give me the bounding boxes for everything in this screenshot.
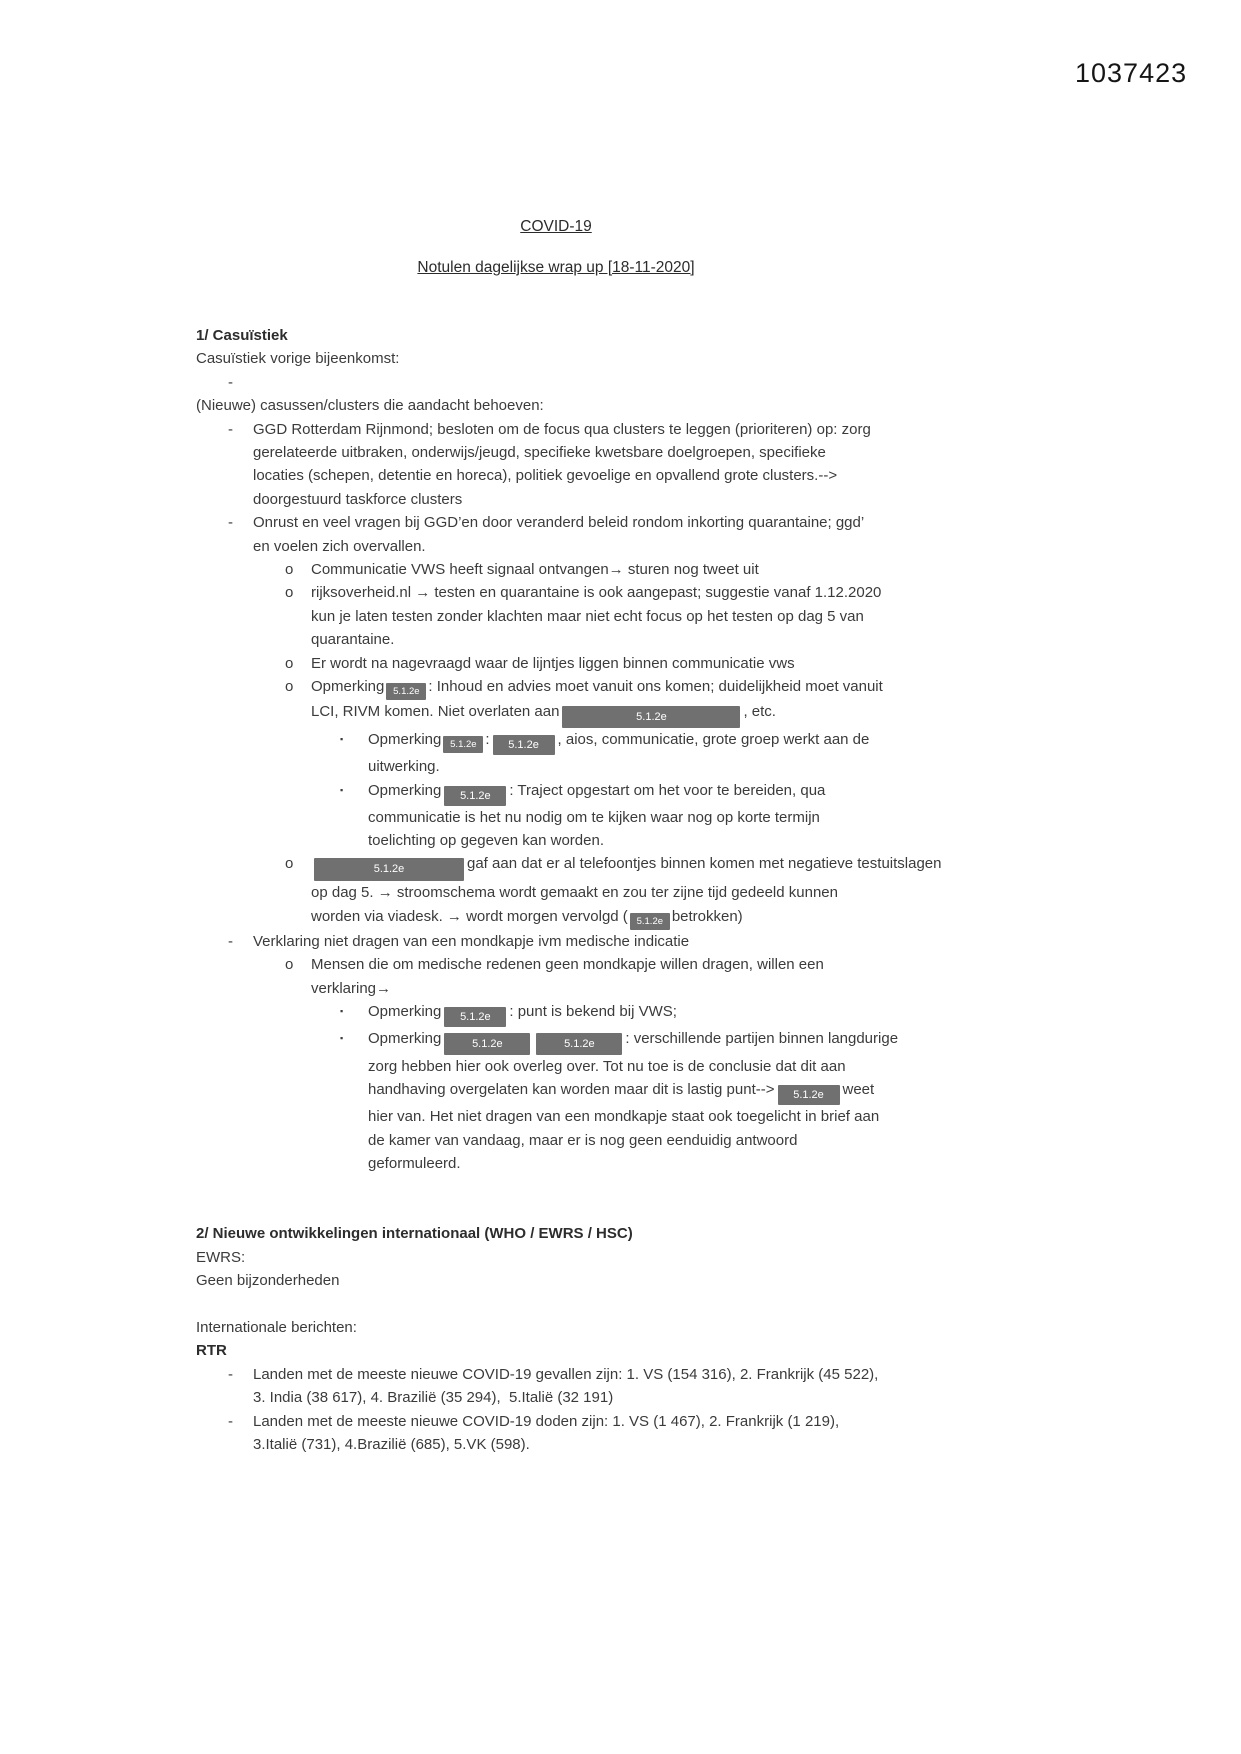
bullet-item-level-1 — [196, 371, 1076, 394]
bullet-marker: o — [285, 678, 294, 696]
doc-bold — [196, 1339, 1076, 1362]
doc-line: Mensen die om medische redenen geen mondkapje willen dragen, willen een — [311, 956, 824, 974]
doc-text — [253, 511, 1076, 558]
doc-text — [196, 1269, 1076, 1292]
doc-line: verklaring→ — [311, 979, 392, 997]
doc-line: geformuleerd. — [368, 1155, 461, 1173]
doc-line: hier van. Het niet dragen van een mondkapje staat ook toegelicht in brief aan — [368, 1108, 880, 1126]
bullet-marker: ▪ — [340, 784, 344, 795]
redaction-box: 5.1.2e — [493, 735, 555, 755]
bullet-item-level-2 — [196, 852, 1076, 929]
doc-text — [311, 558, 1076, 581]
doc-text — [311, 675, 1076, 728]
bullet-item-level-2 — [196, 675, 1076, 728]
doc-text — [368, 1027, 1076, 1176]
doc-text — [196, 347, 1076, 370]
doc-line: 1/ Casuïstiek — [196, 327, 288, 344]
bullet-item-level-3 — [196, 1000, 1076, 1027]
bullet-item-level-2 — [196, 558, 1076, 581]
doc-heading — [196, 1222, 1076, 1245]
bullet-marker: o — [285, 855, 294, 873]
redaction-box: 5.1.2e — [536, 1033, 622, 1055]
doc-line: Opmerking 5.1.2e : Traject opgestart om het voor te bereiden, qua — [368, 779, 1076, 806]
bullet-marker: o — [285, 584, 294, 602]
redaction-box: 5.1.2e — [443, 736, 483, 753]
bullet-item-level-2 — [196, 581, 1076, 651]
doc-line: LCI, RIVM komen. Niet overlaten aan 5.1.2e , etc. — [311, 700, 1076, 728]
doc-line: doorgestuurd taskforce clusters — [253, 490, 463, 508]
doc-text — [196, 1246, 1076, 1269]
bullet-marker: - — [228, 1365, 233, 1383]
bullet-marker: o — [285, 654, 294, 672]
doc-line: Opmerking 5.1.2e : Inhoud en advies moet vanuit ons komen; duidelijkheid moet vanuit — [311, 675, 1076, 700]
bullet-marker: ▪ — [340, 1032, 344, 1043]
doc-line: 3.Italië (731), 4.Brazilië (685), 5.VK (598). — [253, 1436, 530, 1453]
doc-text — [368, 728, 1076, 778]
redaction-box: 5.1.2e — [386, 683, 426, 700]
doc-line: 2/ Nieuwe ontwikkelingen internationaal (WHO / EWRS / HSC) — [196, 1225, 633, 1243]
bullet-marker: o — [285, 956, 294, 974]
bullet-marker: - — [228, 932, 233, 950]
bullet-item-level-1 — [196, 1410, 1076, 1457]
redaction-box: 5.1.2e — [562, 706, 740, 728]
doc-text — [368, 779, 1076, 853]
bullet-marker: o — [285, 561, 294, 579]
doc-line: op dag 5. → stroomschema wordt gemaakt en zou ter zijne tijd gedeeld kunnen — [311, 884, 838, 902]
doc-text — [253, 371, 1076, 394]
redaction-box: 5.1.2e — [778, 1085, 840, 1105]
doc-line: Landen met de meeste nieuwe COVID-19 doden zijn: 1. VS (1 467), 2. Frankrijk (1 219), — [253, 1412, 840, 1430]
doc-line: toelichting op gegeven kan worden. — [368, 831, 605, 849]
doc-line: Communicatie VWS heeft signaal ontvangen→ sturen nog tweet uit — [311, 561, 759, 579]
doc-text — [196, 347, 1076, 370]
doc-line: handhaving overgelaten kan worden maar dit is lastig punt--> 5.1.2e weet — [368, 1078, 1076, 1105]
doc-text — [196, 1339, 1076, 1362]
bullet-item-level-1 — [196, 930, 1076, 953]
doc-text — [311, 581, 1076, 651]
doc-line: 3. India (38 617), 4. Brazilië (35 294), 5.Italië (32 191) — [253, 1389, 614, 1407]
bullet-marker: ▪ — [340, 734, 344, 745]
doc-line: en voelen zich overvallen. — [253, 537, 426, 555]
doc-text — [253, 1410, 1076, 1457]
doc-text — [311, 852, 1076, 929]
doc-text — [253, 418, 1076, 512]
doc-text — [311, 652, 1076, 675]
doc-line: de kamer van vandaag, maar er is nog geen eenduidig antwoord — [368, 1131, 798, 1149]
redaction-box: 5.1.2e — [314, 858, 464, 881]
bullet-item-level-3 — [196, 1027, 1076, 1176]
bullet-item-level-2 — [196, 953, 1076, 1000]
doc-line: rijksoverheid.nl → testen en quarantaine is ook aangepast; suggestie vanaf 1.12.2020 — [311, 584, 882, 602]
doc-line — [253, 371, 1076, 394]
bullet-item-level-2 — [196, 652, 1076, 675]
doc-text — [253, 1363, 1076, 1410]
doc-line: gerelateerde uitbraken, onderwijs/jeugd, specifieke kwetsbare doelgroepen, specifieke — [253, 444, 826, 462]
doc-line: Verklaring niet dragen van een mondkapje ivm medische indicatie — [253, 932, 690, 950]
doc-line: Casuïstiek vorige bijeenkomst: — [196, 350, 400, 368]
bullet-item-level-3 — [196, 728, 1076, 778]
redaction-box: 5.1.2e — [444, 1033, 530, 1055]
doc-text — [196, 1222, 1076, 1245]
doc-line: worden via viadesk. → wordt morgen vervolgd ( 5.1.2e betrokken) — [311, 905, 1076, 930]
doc-line: Landen met de meeste nieuwe COVID-19 gevallen zijn: 1. VS (154 316), 2. Frankrijk (45 522), — [253, 1365, 879, 1383]
bullet-marker: - — [228, 373, 233, 391]
title-block — [196, 218, 916, 277]
doc-line: zorg hebben hier ook overleg over. Tot nu toe is de conclusie dat dit aan — [368, 1057, 846, 1075]
bullet-item-level-1 — [196, 1363, 1076, 1410]
doc-subtitle: Notulen dagelijkse wrap up [18-11-2020] — [417, 259, 695, 276]
doc-line: 5.1.2e gaf aan dat er al telefoontjes binnen komen met negatieve testuitslagen — [311, 852, 1076, 881]
doc-text — [196, 394, 1076, 417]
doc-text — [196, 394, 1076, 417]
redaction-box: 5.1.2e — [444, 786, 506, 806]
doc-text — [253, 930, 1076, 953]
doc-title: COVID-19 — [520, 218, 592, 235]
doc-text — [196, 1316, 1076, 1339]
doc-line: (Nieuwe) casussen/clusters die aandacht behoeven: — [196, 397, 544, 415]
doc-text — [196, 1246, 1076, 1269]
bullet-marker: - — [228, 514, 233, 532]
bullet-marker: - — [228, 1412, 233, 1430]
doc-line: Opmerking 5.1.2e : 5.1.2e , aios, communicatie, grote groep werkt aan de — [368, 728, 1076, 755]
doc-line: kun je laten testen zonder klachten maar niet echt focus op het testen op dag 5 van — [311, 607, 864, 625]
bullet-marker: ▪ — [340, 1005, 344, 1016]
doc-text — [196, 1316, 1076, 1339]
doc-line: GGD Rotterdam Rijnmond; besloten om de focus qua clusters te leggen (prioriteren) op: zorg — [253, 420, 871, 438]
bullet-item-level-1 — [196, 418, 1076, 512]
doc-text — [368, 1000, 1076, 1027]
doc-line: quarantaine. — [311, 631, 395, 649]
doc-text — [196, 324, 1076, 347]
doc-text — [196, 1269, 1076, 1292]
doc-line: communicatie is het nu nodig om te kijken waar nog op korte termijn — [368, 808, 820, 826]
doc-line: Opmerking 5.1.2e 5.1.2e : verschillende partijen binnen langdurige — [368, 1027, 1076, 1055]
doc-heading — [196, 324, 1076, 347]
bullet-marker: - — [228, 420, 233, 438]
redaction-box: 5.1.2e — [630, 913, 670, 930]
spacer — [196, 1176, 1076, 1223]
page-number: 1037423 — [1075, 58, 1188, 88]
doc-line: Geen bijzonderheden — [196, 1272, 340, 1290]
doc-text — [311, 953, 1076, 1000]
bullet-item-level-3 — [196, 779, 1076, 853]
doc-line: RTR — [196, 1342, 227, 1360]
doc-line: Er wordt na nagevraagd waar de lijntjes liggen binnen communicatie vws — [311, 654, 795, 672]
doc-body — [196, 324, 1076, 1456]
doc-line: locaties (schepen, detentie en horeca), politiek gevoelige en opvallend grote clusters.--> — [253, 467, 838, 485]
spacer — [196, 1293, 1076, 1316]
doc-line: Internationale berichten: — [196, 1318, 357, 1336]
doc-line: uitwerking. — [368, 758, 440, 776]
bullet-item-level-1 — [196, 511, 1076, 558]
doc-line: Onrust en veel vragen bij GGD’en door veranderd beleid rondom inkorting quarantaine; ggd’ — [253, 514, 865, 532]
doc-line: EWRS: — [196, 1248, 246, 1266]
redaction-box: 5.1.2e — [444, 1007, 506, 1027]
doc-line: Opmerking 5.1.2e : punt is bekend bij VWS; — [368, 1000, 1076, 1027]
